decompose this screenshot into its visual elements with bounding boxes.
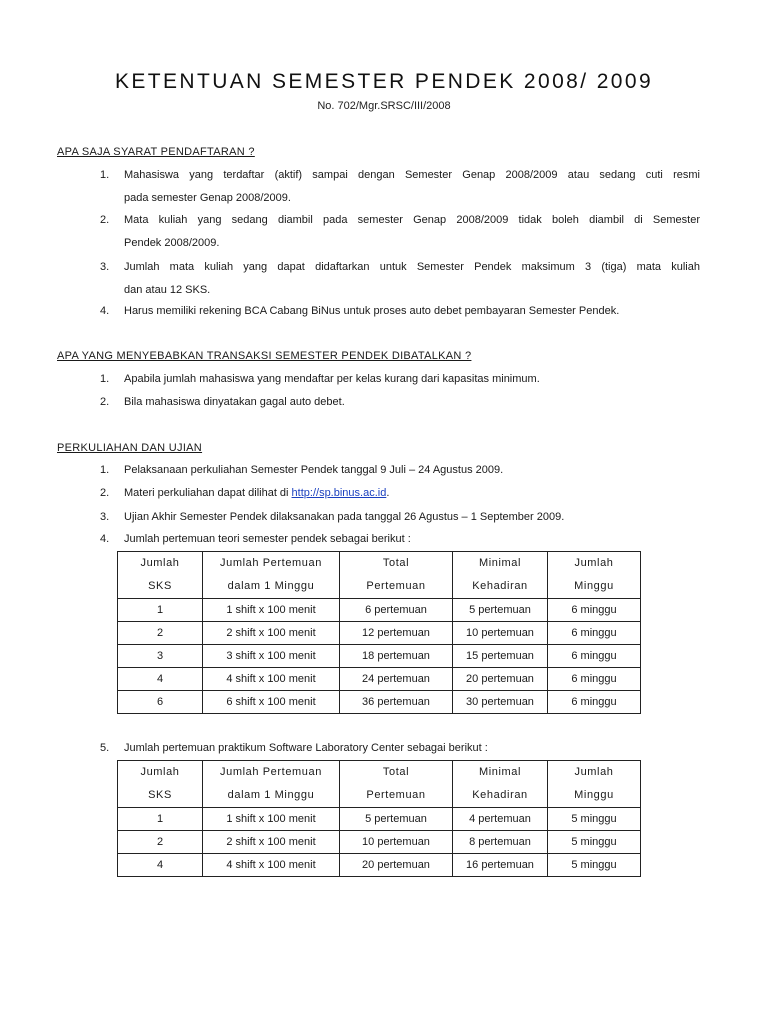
header-cell: Jumlah Minggu <box>548 552 641 599</box>
table-cell: 6 minggu <box>548 599 641 622</box>
table-cell: 6 minggu <box>548 668 641 691</box>
list-text: Ujian Akhir Semester Pendek dilaksanakan pada tanggal 26 Agustus – 1 September 2009. <box>124 511 565 523</box>
list-number: 2. <box>100 396 110 408</box>
table-row <box>118 645 641 668</box>
lab-sessions-table <box>117 760 641 877</box>
list-text: Harus memiliki rekening BCA Cabang BiNus untuk proses auto debet pembayaran Semester Pendek. <box>124 305 620 317</box>
section-heading-lectures-exams: PERKULIAHAN DAN UJIAN <box>57 442 203 454</box>
list-number: 1. <box>100 169 110 181</box>
table-cell: 4 shift x 100 menit <box>203 668 340 691</box>
table-cell: 5 pertemuan <box>340 808 453 831</box>
table-cell: 30 pertemuan <box>453 691 548 714</box>
table-cell: 3 shift x 100 menit <box>203 645 340 668</box>
table-cell: 2 shift x 100 menit <box>203 831 340 854</box>
table-cell: 18 pertemuan <box>340 645 453 668</box>
table-cell: 5 minggu <box>548 808 641 831</box>
table-cell: 6 shift x 100 menit <box>203 691 340 714</box>
header-cell: Minimal Kehadiran <box>453 761 548 808</box>
table-cell: 4 shift x 100 menit <box>203 854 340 877</box>
list-text: Pelaksanaan perkuliahan Semester Pendek tanggal 9 Juli – 24 Agustus 2009. <box>124 464 504 476</box>
table-cell: 20 pertemuan <box>453 668 548 691</box>
list-number: 4. <box>100 533 110 545</box>
table-cell: 4 <box>118 668 203 691</box>
table-cell: 10 pertemuan <box>453 622 548 645</box>
table-cell: 36 pertemuan <box>340 691 453 714</box>
table-cell: 6 minggu <box>548 691 641 714</box>
table-cell: 8 pertemuan <box>453 831 548 854</box>
header-cell: Jumlah SKS <box>118 552 203 599</box>
table-cell: 1 <box>118 599 203 622</box>
table-cell: 6 minggu <box>548 645 641 668</box>
list-text-continued: Pendek 2008/2009. <box>124 237 220 249</box>
sp-binus-link[interactable]: http://sp.binus.ac.id <box>291 487 387 499</box>
table-cell: 6 <box>118 691 203 714</box>
list-text: Mahasiswa yang terdaftar (aktif) sampai dengan Semester Genap 2008/2009 atau sedang cuti resmi <box>124 169 700 181</box>
list-text: Jumlah pertemuan praktikum Software Laboratory Center sebagai berikut : <box>124 742 488 754</box>
list-text: Mata kuliah yang sedang diambil pada semester Genap 2008/2009 tidak boleh diambil di Semester <box>124 214 700 226</box>
table-cell: 2 <box>118 831 203 854</box>
header-cell: Jumlah Minggu <box>548 761 641 808</box>
list-text-continued: dan atau 12 SKS. <box>124 284 211 296</box>
list-text-after-link: . <box>386 487 390 499</box>
table-cell: 5 minggu <box>548 831 641 854</box>
table-cell: 2 shift x 100 menit <box>203 622 340 645</box>
header-cell: Jumlah Pertemuan dalam 1 Minggu <box>203 552 340 599</box>
table-cell: 4 <box>118 854 203 877</box>
header-cell: Total Pertemuan <box>340 761 453 808</box>
table-cell: 10 pertemuan <box>340 831 453 854</box>
list-text-continued: pada semester Genap 2008/2009. <box>124 192 291 204</box>
table-row <box>118 599 641 622</box>
table-cell: 3 <box>118 645 203 668</box>
list-number: 2. <box>100 214 110 226</box>
list-text: Jumlah mata kuliah yang dapat didaftarkan untuk Semester Pendek maksimum 3 (tiga) mata kuliah <box>124 261 700 273</box>
header-cell: Jumlah Pertemuan dalam 1 Minggu <box>203 761 340 808</box>
table-cell: 5 minggu <box>548 854 641 877</box>
list-number: 1. <box>100 464 110 476</box>
list-number: 5. <box>100 742 110 754</box>
list-text-before-link: Materi perkuliahan dapat dilihat di <box>124 487 292 499</box>
header-cell: Jumlah SKS <box>118 761 203 808</box>
list-number: 3. <box>100 261 110 273</box>
table-row <box>118 668 641 691</box>
table-cell: 6 minggu <box>548 622 641 645</box>
table-row <box>118 691 641 714</box>
list-text: Apabila jumlah mahasiswa yang mendaftar per kelas kurang dari kapasitas minimum. <box>124 373 540 385</box>
document-number: No. 702/Mgr.SRSC/III/2008 <box>317 100 451 112</box>
table-cell: 15 pertemuan <box>453 645 548 668</box>
table-cell: 20 pertemuan <box>340 854 453 877</box>
table-row <box>118 808 641 831</box>
document-title: KETENTUAN SEMESTER PENDEK 2008/ 2009 <box>114 70 654 93</box>
list-number: 2. <box>100 487 110 499</box>
table-header-row <box>118 552 641 599</box>
header-cell: Minimal Kehadiran <box>453 552 548 599</box>
table-cell: 4 pertemuan <box>453 808 548 831</box>
header-cell: Total Pertemuan <box>340 552 453 599</box>
table-cell: 1 <box>118 808 203 831</box>
list-text: Bila mahasiswa dinyatakan gagal auto debet. <box>124 396 345 408</box>
list-number: 4. <box>100 305 110 317</box>
list-number: 3. <box>100 511 110 523</box>
table-row <box>118 622 641 645</box>
table-cell: 2 <box>118 622 203 645</box>
section-heading-cancellation: APA YANG MENYEBABKAN TRANSAKSI SEMESTER PENDEK DIBATALKAN ? <box>57 350 472 362</box>
table-cell: 12 pertemuan <box>340 622 453 645</box>
table-cell: 16 pertemuan <box>453 854 548 877</box>
list-number: 1. <box>100 373 110 385</box>
table-cell: 24 pertemuan <box>340 668 453 691</box>
theory-sessions-table <box>117 551 641 714</box>
list-text: Jumlah pertemuan teori semester pendek sebagai berikut : <box>124 533 411 545</box>
table-row <box>118 831 641 854</box>
section-heading-registration: APA SAJA SYARAT PENDAFTARAN ? <box>57 146 255 158</box>
table-cell: 5 pertemuan <box>453 599 548 622</box>
table-cell: 1 shift x 100 menit <box>203 808 340 831</box>
table-header-row <box>118 761 641 808</box>
list-text <box>124 482 700 505</box>
table-cell: 1 shift x 100 menit <box>203 599 340 622</box>
table-row <box>118 854 641 877</box>
table-cell: 6 pertemuan <box>340 599 453 622</box>
